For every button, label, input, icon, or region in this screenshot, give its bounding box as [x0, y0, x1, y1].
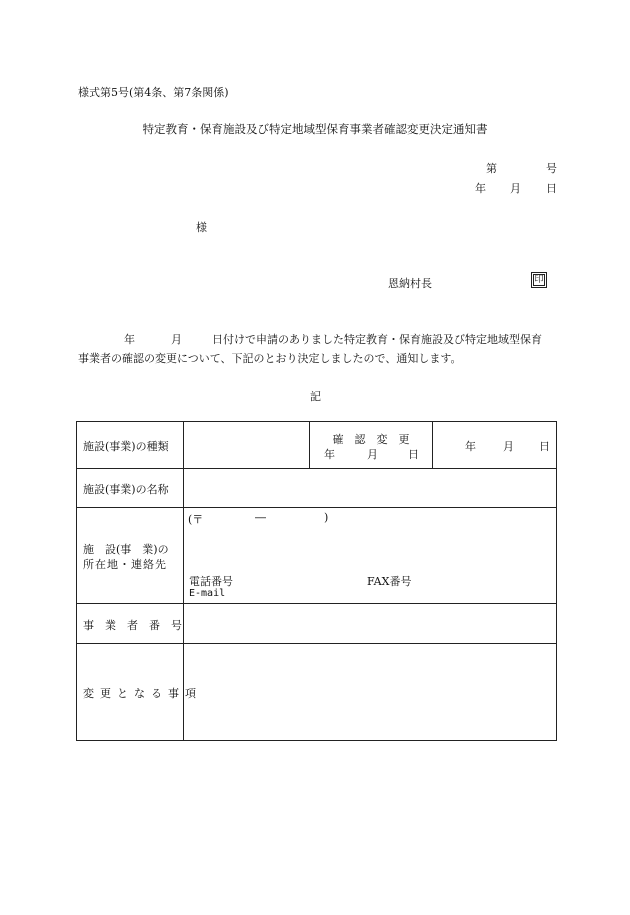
fax-label: FAX番号 — [367, 575, 412, 588]
facility-address-label-2: 所在地・連絡先 — [83, 558, 167, 571]
date-month: 月 — [503, 440, 514, 453]
seal-mark: 印 — [531, 272, 547, 288]
doc-number-prefix: 第 — [486, 162, 497, 175]
issuer-name: 恩納村長 — [388, 277, 432, 290]
phone-label: 電話番号 — [189, 575, 233, 588]
table-rule — [77, 468, 556, 469]
body-month: 月 — [171, 333, 182, 346]
body-year: 年 — [124, 333, 135, 346]
table-rule — [77, 507, 556, 508]
facility-type-label: 施設(事業)の種類 — [83, 440, 169, 453]
body-text-1: 日付けで申請のありました特定教育・保育施設及び特定地域型保育 — [212, 333, 542, 346]
postal-open: (〒 — [188, 513, 204, 526]
change-date-year: 年 — [324, 448, 335, 461]
body-line-2: 事業者の確認の変更について、下記のとおり決定しましたので、通知します。 — [78, 352, 462, 365]
doc-number-suffix: 号 — [546, 162, 557, 175]
facility-address-label-1: 施 設(事 業)の — [83, 543, 169, 556]
details-table — [76, 421, 557, 741]
body-line-1 — [78, 331, 558, 347]
table-rule — [77, 643, 556, 644]
email-label: E-mail — [189, 588, 226, 599]
table-rule — [77, 603, 556, 604]
facility-name-label: 施設(事業)の名称 — [83, 483, 169, 496]
change-date-month: 月 — [367, 448, 378, 461]
change-confirm-label: 確 認 変 更 — [332, 433, 410, 446]
date-day: 日 — [539, 440, 550, 453]
issue-date-day: 日 — [546, 182, 557, 195]
record-heading: 記 — [310, 390, 321, 403]
change-date-day: 日 — [408, 448, 419, 461]
change-items-label: 変更となる事項 — [83, 687, 202, 700]
form-number: 様式第5号(第4条、第7条関係) — [78, 86, 229, 99]
postal-dash: ― — [255, 511, 266, 524]
business-number-label: 事業者番号 — [83, 619, 193, 632]
table-column-divider — [432, 422, 433, 468]
document-title: 特定教育・保育施設及び特定地域型保育事業者確認変更決定通知書 — [142, 122, 488, 136]
table-column-divider — [309, 422, 310, 468]
addressee-honorific: 様 — [196, 221, 207, 234]
issue-date-year: 年 — [475, 182, 486, 195]
postal-close: ) — [324, 511, 329, 524]
date-year: 年 — [465, 440, 476, 453]
issue-date-month: 月 — [510, 182, 521, 195]
